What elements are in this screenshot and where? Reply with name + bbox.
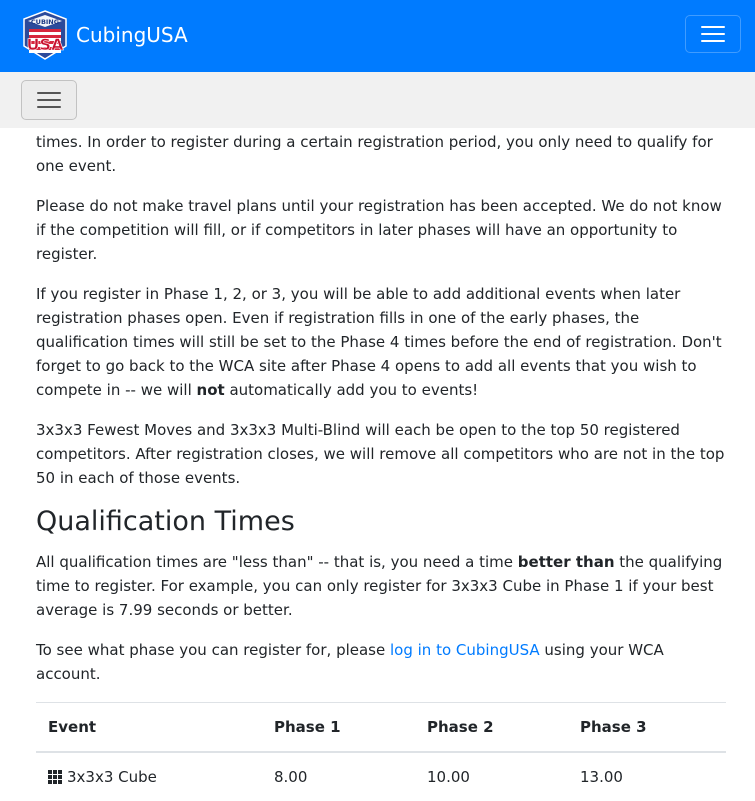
- qualification-text: All qualification times are "less than" -- that is, you need a time: [36, 553, 518, 571]
- login-link[interactable]: log in to CubingUSA: [390, 641, 540, 659]
- phase-1-time: 8.00: [262, 752, 415, 801]
- column-header-event: Event: [36, 703, 262, 753]
- event-cell: [36, 752, 262, 801]
- login-text: To see what phase you can register for, please: [36, 641, 390, 659]
- cubingusa-logo-icon: [22, 10, 68, 60]
- emphasis-better-than: better than: [517, 553, 615, 571]
- table-row: [36, 752, 726, 801]
- fewest-moves-multiblind-paragraph: 3x3x3 Fewest Moves and 3x3x3 Multi-Blind will each be open to the top 50 registered competitors. After registration closes, we will remove all competitors who are not in the top 50 in each of those events.: [36, 421, 725, 487]
- table-header-row: [36, 703, 726, 753]
- qualification-times-table: [36, 702, 726, 801]
- secondary-menu-toggle-button[interactable]: [21, 80, 77, 120]
- later-phases-text: If you register in Phase 1, 2, or 3, you will be able to add additional events when later registration phases open. Even if registration fills in one of the early phases, the qualification times will still be set to the Phase 4 times before the end of registration. Don't forget to go back to the WCA site after Phase 4 opens to add all events that you wish to compete in -- we will: [36, 285, 722, 399]
- top-navbar: [0, 0, 755, 72]
- navbar-toggle-button[interactable]: [685, 15, 741, 53]
- qualification-explanation-paragraph: [36, 550, 726, 622]
- qualification-text-end: the qualifying time to register. For example, you can only register for 3x3x3 Cube in Phase 1 if your best average is 7.99 seconds or better.: [36, 553, 723, 619]
- logo-text-usa: USA: [26, 35, 64, 54]
- hamburger-icon: [36, 89, 62, 111]
- column-header-phase-3: Phase 3: [568, 703, 726, 753]
- logo-text-cubing: CUBING: [30, 18, 60, 26]
- main-content: [36, 130, 726, 801]
- registration-period-paragraph: times. In order to register during a certain registration period, you only need to qualify for one event.: [36, 133, 713, 175]
- column-header-phase-1: Phase 1: [262, 703, 415, 753]
- brand-link[interactable]: [22, 10, 188, 60]
- later-phases-text-end: automatically add you to events!: [224, 381, 479, 399]
- phase-3-time: 13.00: [568, 752, 726, 801]
- phase-2-time: 10.00: [415, 752, 568, 801]
- login-text-end: using your WCA account.: [36, 641, 664, 683]
- qualification-times-heading: Qualification Times: [36, 506, 295, 537]
- column-header-phase-2: Phase 2: [415, 703, 568, 753]
- cube-333-icon: [48, 770, 62, 784]
- later-phases-paragraph: [36, 282, 726, 402]
- brand-name[interactable]: CubingUSA: [76, 23, 188, 47]
- login-paragraph: [36, 638, 726, 686]
- emphasis-not: not: [196, 381, 225, 399]
- travel-plans-paragraph: Please do not make travel plans until your registration has been accepted. We do not know if the competition will fill, or if competitors in later phases will have an opportunity to register.: [36, 197, 722, 263]
- hamburger-icon: [700, 23, 726, 45]
- event-name: 3x3x3 Cube: [67, 768, 157, 786]
- secondary-navbar: [0, 72, 755, 128]
